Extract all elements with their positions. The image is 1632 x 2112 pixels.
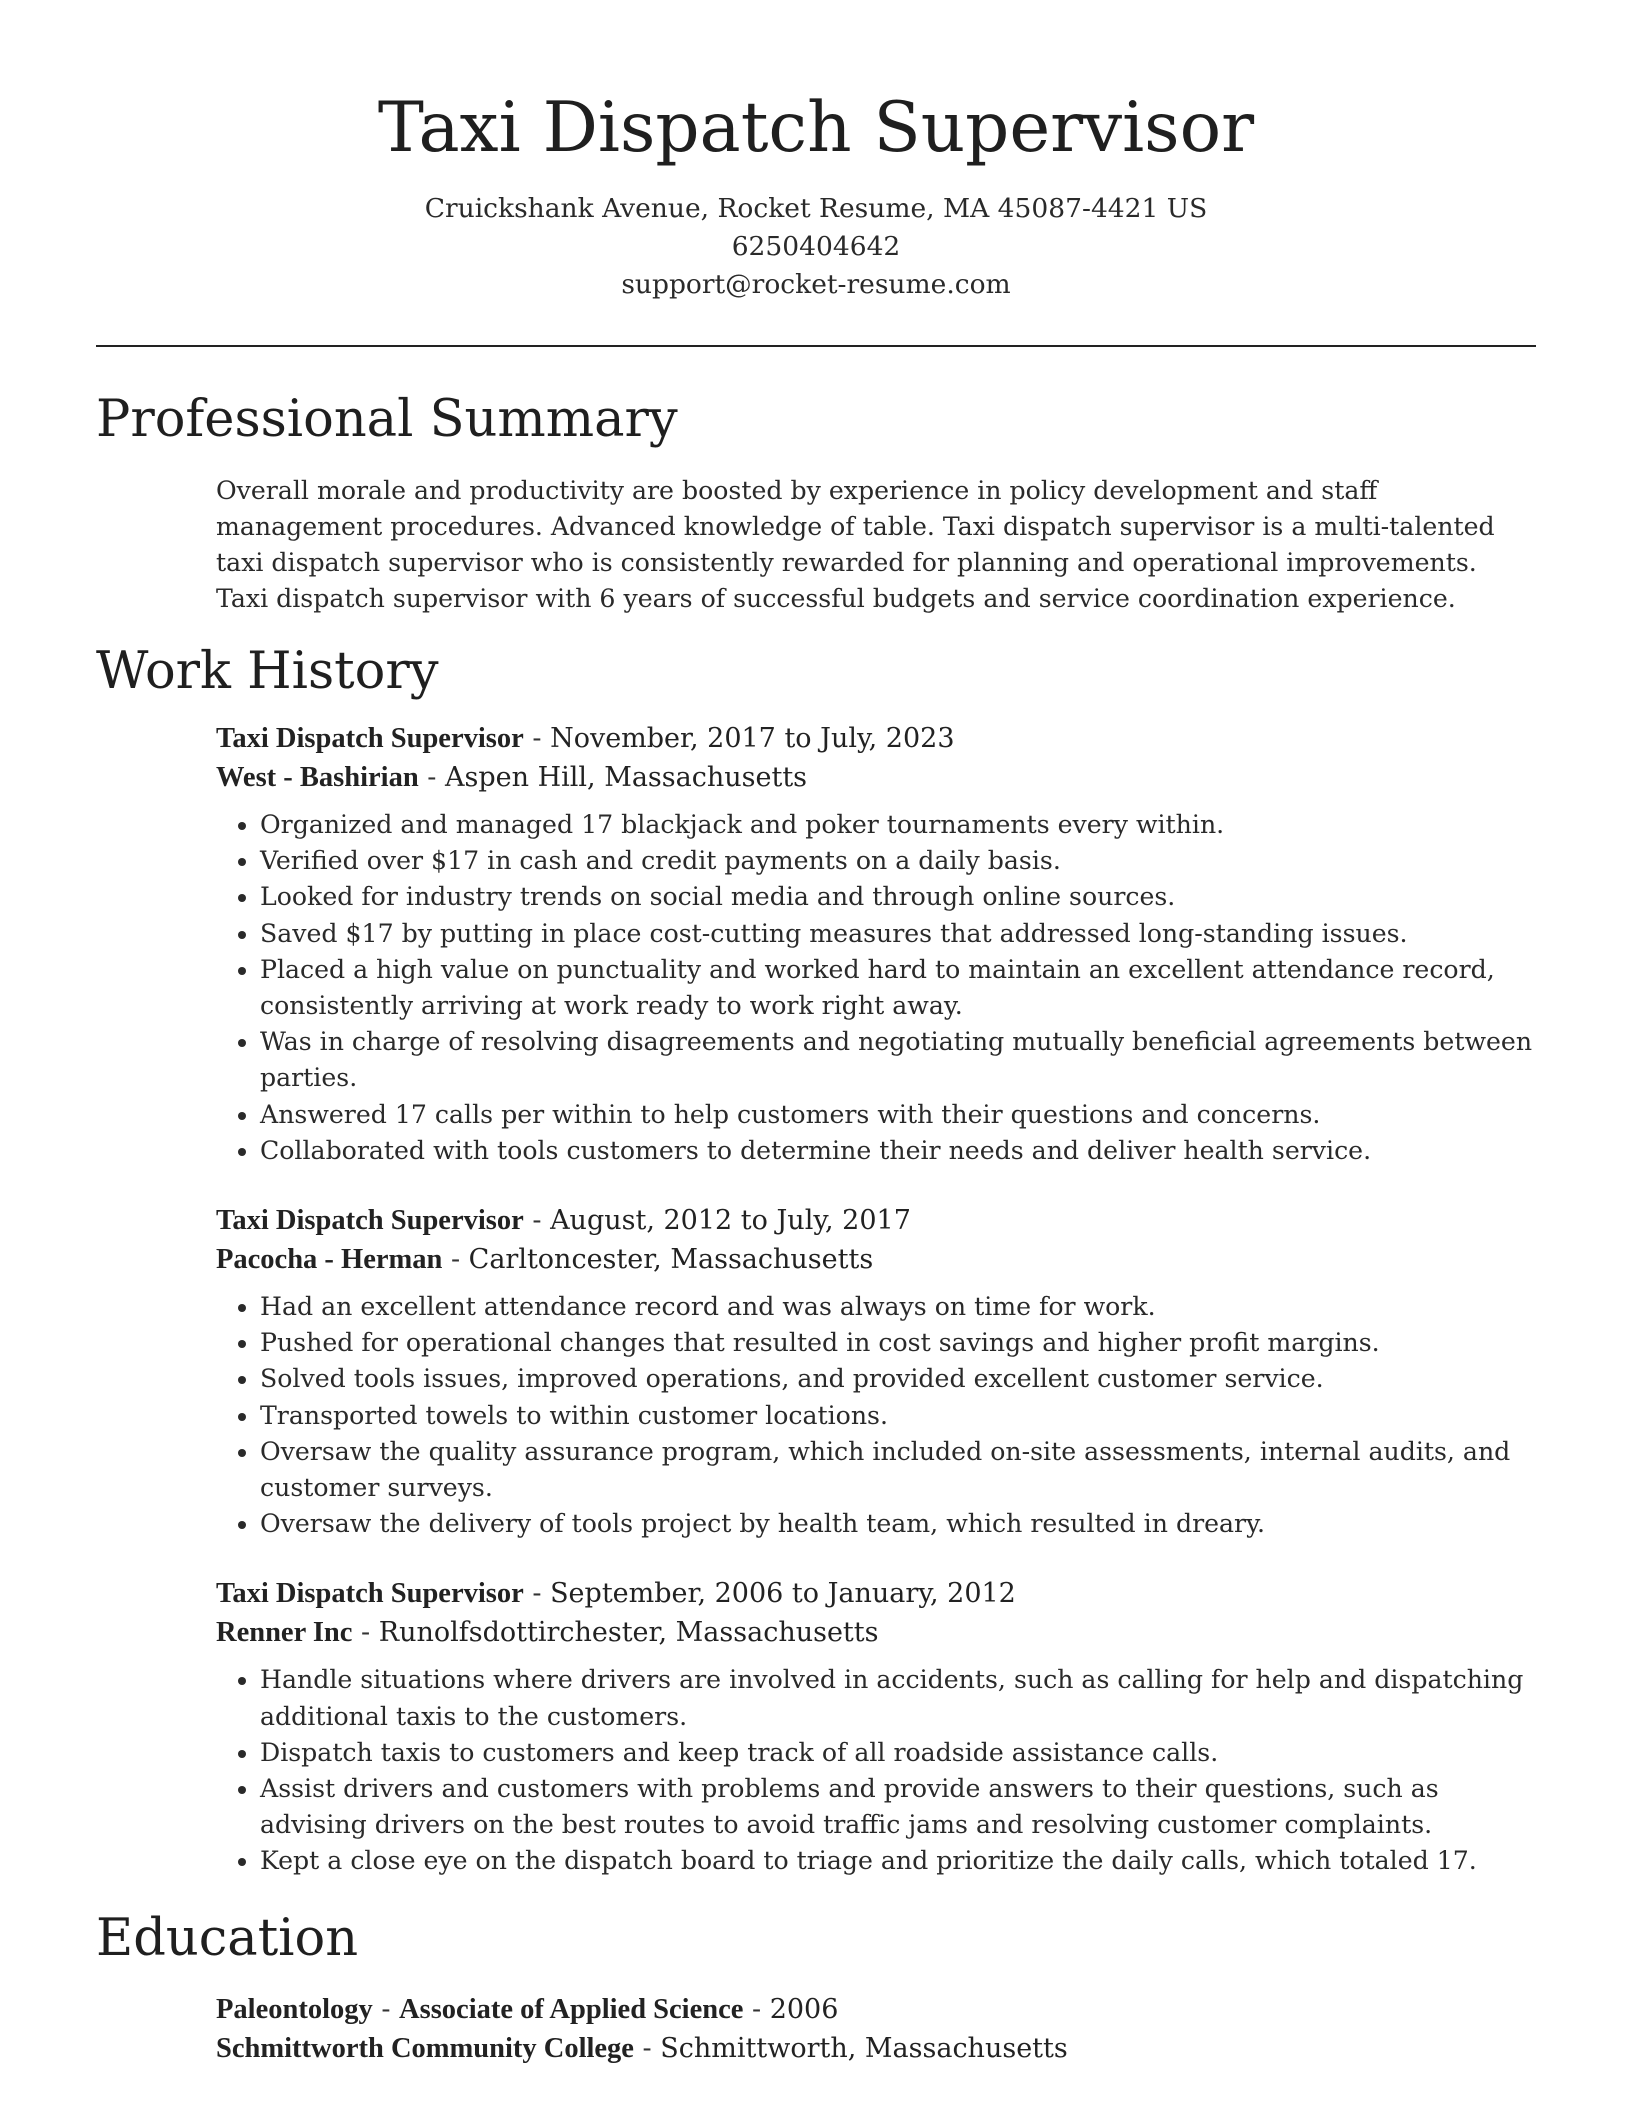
section-title-education: Education: [96, 1908, 359, 1968]
work-history-list: [96, 719, 1536, 1880]
header-divider: [96, 345, 1536, 347]
degree-line: Paleontology - Associate of Applied Science - 2006: [216, 1993, 839, 2025]
job-company-line: Renner Inc - Runolfsdottirchester, Massachusetts: [216, 1617, 879, 1649]
job-responsibilities: [216, 1662, 1536, 1879]
company-name: Pacocha - Herman: [216, 1244, 443, 1276]
responsibility-item: • Collaborated with tools customers to determine their needs and deliver health service.: [260, 1133, 1536, 1169]
responsibility-item: • Oversaw the delivery of tools project by health team, which resulted in dreary.: [260, 1506, 1536, 1542]
degree-name: Associate of Applied Science: [399, 1993, 744, 2025]
job-location: Runolfsdottirchester, Massachusetts: [378, 1617, 879, 1649]
phone-number: 6250404642: [731, 231, 901, 262]
job-company-line: West - Bashirian - Aspen Hill, Massachusetts: [216, 762, 808, 793]
job-title: Taxi Dispatch Supervisor: [216, 1205, 524, 1237]
school-line: Schmittworth Community College - Schmittworth, Massachusetts: [216, 2032, 1068, 2064]
responsibility-item: • Kept a close eye on the dispatch board to triage and prioritize the daily calls, which totaled 17.: [260, 1843, 1536, 1879]
address: Cruickshank Avenue, Rocket Resume, MA 45087-4421 US: [424, 193, 1208, 224]
job-title-line: Taxi Dispatch Supervisor - August, 2012 to July, 2017: [216, 1205, 911, 1237]
summary-text: Overall morale and productivity are boosted by experience in policy development and staff management procedures. Advanced knowledge of table. Taxi dispatch supervisor is a multi-talented taxi dispatch supervisor who is consistently rewarded for planning and operational improvements. Taxi dispatch supervisor with 6 years of successful budgets and service coordination experience.: [216, 476, 1495, 613]
job-dates: August, 2012 to July, 2017: [550, 1205, 911, 1237]
candidate-name: Taxi Dispatch Supervisor: [377, 88, 1255, 168]
responsibility-item: • Solved tools issues, improved operations, and provided excellent customer service.: [260, 1361, 1536, 1397]
section-title-work-history: Work History: [96, 642, 439, 701]
responsibility-item: • Organized and managed 17 blackjack and poker tournaments every within.: [260, 807, 1536, 843]
responsibility-item: • Oversaw the quality assurance program, which included on-site assessments, internal audits, and customer surveys.: [260, 1434, 1536, 1506]
responsibility-item: • Dispatch taxis to customers and keep track of all roadside assistance calls.: [260, 1735, 1536, 1771]
responsibility-item: • Verified over $17 in cash and credit payments on a daily basis.: [260, 843, 1536, 879]
responsibility-item: • Placed a high value on punctuality and worked hard to maintain an excellent attendance record, consistently arriving at work ready to work right away.: [260, 952, 1536, 1024]
responsibility-item: • Was in charge of resolving disagreements and negotiating mutually beneficial agreements between parties.: [260, 1024, 1536, 1096]
field-of-study: Paleontology: [216, 1993, 373, 2025]
responsibility-item: • Saved $17 by putting in place cost-cutting measures that addressed long-standing issues.: [260, 916, 1536, 952]
job-location: Aspen Hill, Massachusetts: [444, 762, 808, 793]
section-title-summary: Professional Summary: [96, 390, 678, 449]
job-title: Taxi Dispatch Supervisor: [216, 1578, 524, 1610]
responsibility-item: • Pushed for operational changes that resulted in cost savings and higher profit margins.: [260, 1325, 1536, 1361]
education-entry: [216, 1990, 1536, 2068]
company-name: West - Bashirian: [216, 762, 419, 793]
school-location: Schmittworth, Massachusetts: [660, 2032, 1068, 2064]
job-dates: November, 2017 to July, 2023: [550, 723, 955, 754]
contact-info: [96, 190, 1536, 304]
job-entry: [216, 719, 1536, 1169]
job-entry: [216, 1574, 1536, 1879]
responsibility-item: • Transported towels to within customer locations.: [260, 1398, 1536, 1434]
responsibility-item: • Looked for industry trends on social media and through online sources.: [260, 879, 1536, 915]
responsibility-item: • Handle situations where drivers are involved in accidents, such as calling for help and dispatching additional taxis to the customers.: [260, 1662, 1536, 1734]
graduation-year: 2006: [769, 1993, 839, 2025]
job-dates: September, 2006 to January, 2012: [550, 1578, 1016, 1610]
school-name: Schmittworth Community College: [216, 2032, 634, 2064]
company-name: Renner Inc: [216, 1617, 353, 1649]
resume-header: [96, 80, 1536, 304]
job-title-line: Taxi Dispatch Supervisor - September, 2006 to January, 2012: [216, 1578, 1016, 1610]
responsibility-item: • Had an excellent attendance record and was always on time for work.: [260, 1289, 1536, 1325]
responsibility-item: • Assist drivers and customers with problems and provide answers to their questions, such as advising drivers on the best routes to avoid traffic jams and resolving customer complaints.: [260, 1771, 1536, 1843]
job-entry: [216, 1201, 1536, 1542]
job-location: Carltoncester, Massachusetts: [468, 1244, 874, 1276]
job-responsibilities: [216, 1289, 1536, 1542]
job-title: Taxi Dispatch Supervisor: [216, 723, 524, 754]
job-title-line: Taxi Dispatch Supervisor - November, 2017 to July, 2023: [216, 723, 955, 754]
job-company-line: Pacocha - Herman - Carltoncester, Massachusetts: [216, 1244, 874, 1276]
responsibility-item: • Answered 17 calls per within to help customers with their questions and concerns.: [260, 1097, 1536, 1133]
email-address: support@rocket-resume.com: [621, 269, 1011, 300]
job-responsibilities: [216, 807, 1536, 1169]
